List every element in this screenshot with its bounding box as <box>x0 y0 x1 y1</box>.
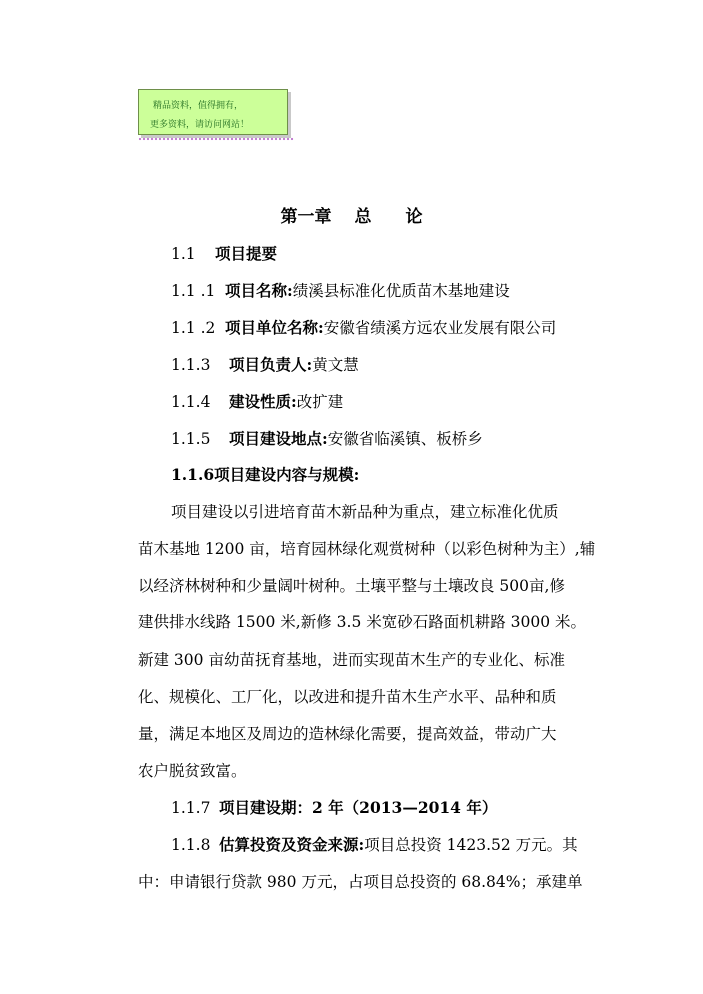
item-number: 1.1 .2 <box>171 319 216 337</box>
promo-stamp <box>138 89 288 135</box>
item-value: 项目总投资 1423.52 万元。其 <box>364 836 578 854</box>
paragraph-line: 以经济林树种和少量阔叶树种。土壤平整与土壤改良 500亩,修 <box>138 577 565 595</box>
item-project-leader <box>171 353 359 375</box>
item-construction-site <box>171 427 483 449</box>
stamp-dotted-border <box>138 137 294 141</box>
item-project-unit <box>171 316 556 338</box>
item-value: 绩溪县标准化优质苗木基地建设 <box>292 282 510 300</box>
item-number: 1.1.5 <box>171 430 211 448</box>
item-value: 改扩建 <box>296 393 344 411</box>
paragraph-line: 量，满足本地区及周边的造林绿化需要，提高效益，带动广大 <box>138 725 557 743</box>
paragraph-line: 苗木基地 1200 亩，培育园林绿化观赏树种（以彩色树种为主）,辅 <box>138 540 596 558</box>
item-number: 1.1 .1 <box>171 282 216 300</box>
item-number: 1.1.6 <box>171 465 215 484</box>
item-number: 1.1.8 <box>171 836 211 854</box>
item-label: 项目建设地点: <box>229 429 328 448</box>
item-construction-content <box>171 463 359 485</box>
chapter-title: 第一章 总 论 <box>280 207 423 227</box>
item-investment <box>171 833 578 855</box>
item-project-name <box>171 279 510 301</box>
stamp-line-2: 更多资料，请访问网站！ <box>150 120 250 130</box>
stamp-line-1: 精品资料，值得拥有， <box>153 101 244 111</box>
item-number: 1.1.7 <box>171 799 211 817</box>
paragraph-line: 新建 300 亩幼苗抚育基地，进而实现苗木生产的专业化、标准 <box>138 651 565 669</box>
item-label: 项目单位名称: <box>225 318 324 337</box>
item-label: 项目负责人: <box>229 355 313 374</box>
item-label: 项目建设内容与规模: <box>214 465 360 484</box>
item-label: 估算投资及资金来源: <box>219 835 365 854</box>
paragraph-line: 建供排水线路 1500 米,新修 3.5 米宽砂石路面机耕路 3000 米。 <box>138 613 587 631</box>
section-label: 项目提要 <box>215 244 278 263</box>
paragraph-line: 化、规模化、工厂化，以改进和提升苗木生产水平、品种和质 <box>138 688 557 706</box>
paragraph-line: 项目建设以引进培育苗木新品种为重点，建立标准化优质 <box>171 503 559 521</box>
item-number: 1.1.4 <box>171 393 211 411</box>
item-value: 安徽省绩溪方远农业发展有限公司 <box>323 319 557 337</box>
item-value: 黄文慧 <box>312 356 359 374</box>
item-value: 安徽省临溪镇、板桥乡 <box>327 430 483 448</box>
item-number: 1.1.3 <box>171 356 211 374</box>
item-construction-period <box>171 796 497 818</box>
section-number: 1.1 <box>171 245 196 263</box>
paragraph-line: 中：申请银行贷款 980 万元，占项目总投资的 68.84%；承建单 <box>138 873 583 891</box>
section-1-1 <box>171 242 277 264</box>
item-label: 项目建设期：2 年（2013—2014 年） <box>219 798 498 817</box>
item-label: 项目名称: <box>225 281 293 300</box>
paragraph-line: 农户脱贫致富。 <box>138 762 247 780</box>
item-label: 建设性质: <box>229 392 297 411</box>
item-construction-nature <box>171 390 343 412</box>
